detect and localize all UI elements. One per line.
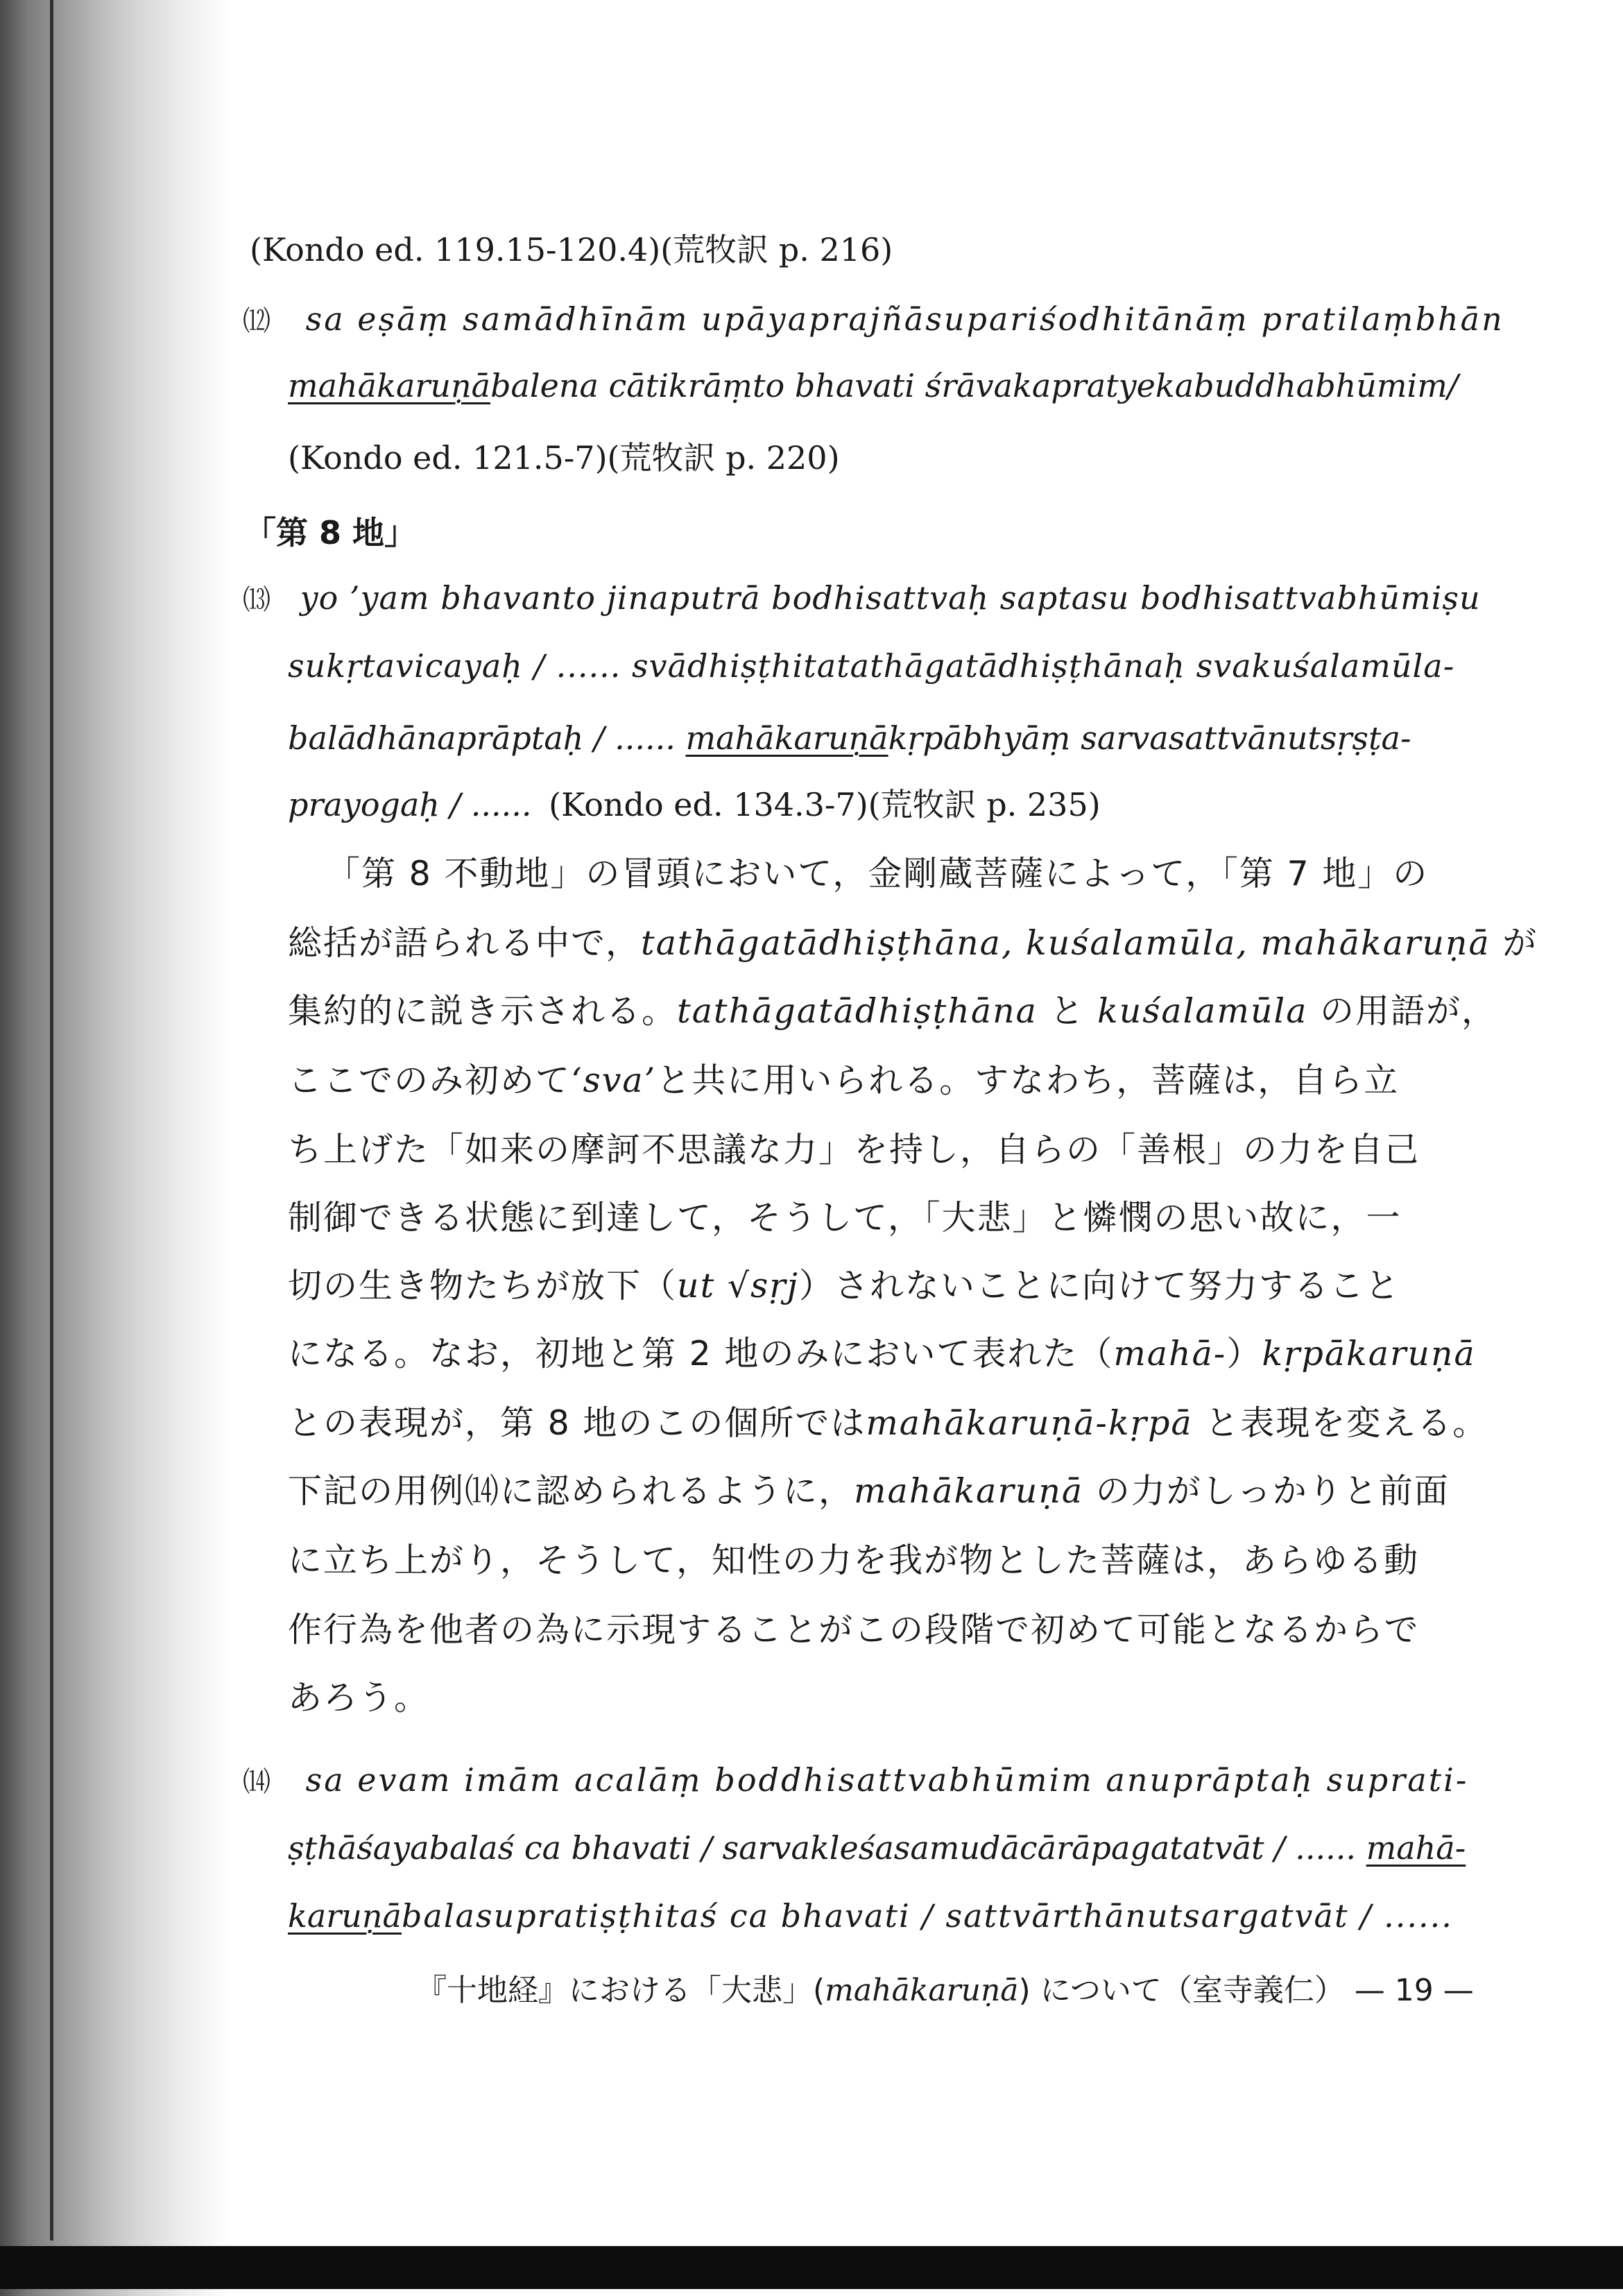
- example-14-line-2: ṣṭhāśayabalaś ca bhavati / sarvakleśasamudācārāpagatatvāt / ...... mahā-: [288, 1829, 1466, 1867]
- example-14-line-1: ⒁ sa evam imām acalāṃ boddhisattvabhūmim anuprāptaḥ suprati-: [243, 1761, 1469, 1799]
- underlined-term: mahā-: [1366, 1829, 1466, 1867]
- paragraph-line-12: 作行為を他者の為に示現することがこの段階で初めて可能となるからで: [288, 1610, 1420, 1650]
- scan-bottom-edge: [0, 2246, 1623, 2289]
- underlined-term: mahākaruṇā: [685, 719, 888, 757]
- paragraph-line-2: 総括が語られる中で，tathāgatādhiṣṭhāna, kuśalamūla, mahākaruṇā が: [288, 923, 1538, 963]
- paragraph-line-8: になる。なお，初地と第 2 地のみにおいて表れた（mahā-）kṛpākaruṇā: [288, 1334, 1476, 1373]
- paragraph-line-3: 集約的に説き示される。tathāgatādhiṣṭhāna と kuśalamūla の用語が，: [288, 991, 1497, 1031]
- paragraph-line-4: ここでのみ初めて‘sva’と共に用いられる。すなわち，菩薩は，自ら立: [288, 1061, 1400, 1100]
- paragraph-line-7: 切の生き物たちが放下（ut √sṛj）されないことに向けて努力すること: [288, 1266, 1400, 1305]
- underlined-term: karuṇā: [288, 1897, 402, 1935]
- paragraph-line-9: との表現が，第 8 地のこの個所ではmahākaruṇā-kṛpā と表現を変える。: [288, 1403, 1488, 1443]
- example-13-line-3: balādhānaprāptaḥ / ...... mahākaruṇākṛpābhyāṃ sarvasattvānutsṛṣṭa-: [288, 719, 1411, 757]
- scan-binding-shadow: [0, 0, 229, 2296]
- example-12-line-2: mahākaruṇābalena cātikrāṃto bhavati śrāvakapratyekabuddhabhūmim/: [288, 367, 1459, 404]
- example-number: ⒁: [243, 1766, 270, 1798]
- example-12-reference: (Kondo ed. 121.5-7)(荒牧訳 p. 220): [288, 439, 840, 477]
- example-number: ⑿: [243, 305, 270, 337]
- paragraph-line-5: ち上げた「如来の摩訶不思議な力」を持し，自らの「善根」の力を自己: [288, 1130, 1420, 1170]
- example-13-line-4: prayogaḥ / ...... (Kondo ed. 134.3-7)(荒牧訳 p. 235): [288, 786, 1101, 823]
- paragraph-line-1: 「第 8 不動地」の冒頭において，金剛蔵菩薩によって，「第 7 地」の: [326, 854, 1429, 893]
- example-13-line-1: ⒀ yo ’yam bhavanto jinaputrā bodhisattvaḥ saptasu bodhisattvabhūmiṣu: [243, 579, 1481, 617]
- paragraph-line-6: 制御できる状態に到達して，そうして，「大悲」と憐憫の思い故に，一: [288, 1198, 1402, 1237]
- example-12-line-1: ⑿ sa eṣāṃ samādhīnām upāyaprajñāsupariśodhitānāṃ pratilaṃbhān: [243, 300, 1504, 338]
- example-14-line-3: karuṇābalasupratiṣṭhitaś ca bhavati / sattvārthānutsargatvāt / ......: [288, 1897, 1453, 1935]
- paragraph-line-10: 下記の用例⒁に認められるように，mahākaruṇā の力がしっかりと前面: [288, 1471, 1450, 1511]
- scan-binding-line: [50, 0, 53, 2241]
- underlined-term: mahākaruṇā: [288, 367, 491, 404]
- paragraph-line-13: あろう。: [288, 1678, 430, 1717]
- paragraph-line-11: に立ち上がり，そうして，知性の力を我が物とした菩薩は，あらゆる動: [288, 1541, 1420, 1580]
- section-heading: 「第 8 地」: [244, 514, 417, 551]
- running-footer: 『十地経』における「大悲」(mahākaruṇā) について（室寺義仁） — 19 —: [416, 1973, 1474, 2008]
- example-number: ⒀: [243, 584, 270, 616]
- example-13-line-2: sukṛtavicayaḥ / ...... svādhiṣṭhitatathāgatādhiṣṭhānaḥ svakuśalamūla-: [288, 647, 1455, 685]
- reference-line-1: (Kondo ed. 119.15-120.4)(荒牧訳 p. 216): [250, 231, 893, 268]
